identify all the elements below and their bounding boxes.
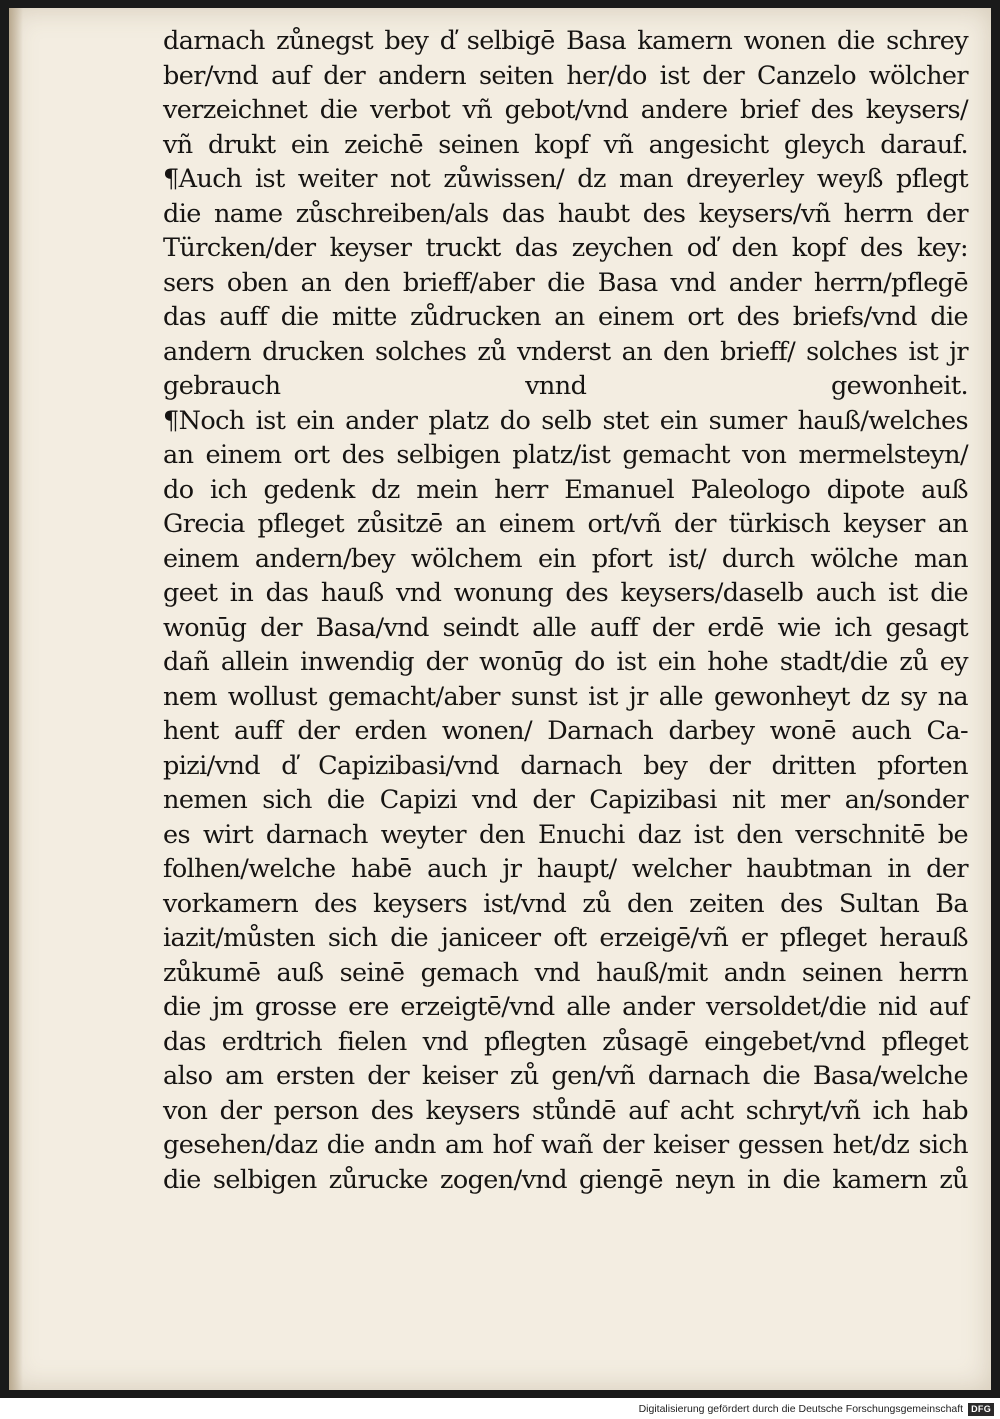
text-line: dañ allein inwendig der wonūg do ist ein hohe stadt/die zů ey [163,647,968,677]
text-line: gebrauch vnnd gewonheit. [163,371,968,401]
text-line: darnach zůnegst bey ď selbigē Basa kamern wonen die schrey [163,26,968,56]
footer-credit: Digitalisierung gefördert durch die Deutsche Forschungsgemeinschaft [638,1403,964,1415]
text-line: zůkumē auß seinē gemach vnd hauß/mit andn seinen herrn [163,957,968,988]
text-line: ¶Noch ist ein ander platz do selb stet ein sumer hauß/welches [163,405,968,436]
text-line: ber/vnd auf der andern seiten her/do ist der Canzelo wölcher [163,60,968,91]
text-line: iazit/můsten sich die janiceer oft erzeigē/vñ er pfleget herauß [163,923,968,953]
text-line: gesehen/daz die andn am hof wañ der keiser gessen het/dz sich [163,1130,968,1160]
text-line: vñ drukt ein zeichē seinen kopf vñ angesicht gleych darauf. [163,129,968,160]
text-line: also am ersten der keiser zů gen/vñ darnach die Basa/welche [163,1061,968,1091]
text-line: sers oben an den brieff/aber die Basa vnd ander herrn/pflegē [163,267,968,298]
text-line: von der person des keysers stůndē auf acht schryt/vñ ich hab [163,1095,968,1126]
text-line: ¶Auch ist weiter not zůwissen/ dz man dreyerley weyß pflegt [163,164,968,194]
text-line: folhen/welche habē auch jr haupt/ welcher haubtman in der [163,854,968,884]
dfg-logo: DFG [968,1403,994,1416]
text-line: das auff die mitte zůdrucken an einem ort des briefs/vnd die [163,302,968,332]
text-line: die name zůschreiben/als das haubt des keysers/vñ herrn der [163,198,968,229]
text-line: hent auff der erden wonen/ Darnach darbey wonē auch Ca- [163,716,968,746]
text-line: an einem ort des selbigen platz/ist gemacht von mermelsteyn/ [163,440,968,470]
text-line: Grecia pfleget zůsitzē an einem ort/vñ der türkisch keyser an [163,509,968,539]
text-line: pizi/vnd ď Capizibasi/vnd darnach bey der dritten pforten [163,750,968,781]
text-line: einem andern/bey wölchem ein pfort ist/ durch wölche man [163,543,968,574]
page-binding-shadow [9,8,23,1390]
text-line: verzeichnet die verbot vñ gebot/vnd andere brief des keysers/ [163,95,968,125]
text-line: die jm grosse ere erzeigtē/vnd alle ander versoldet/die nid auf [163,992,968,1022]
book-page [9,8,991,1390]
text-line: nem wollust gemacht/aber sunst ist jr alle gewonheyt dz sy na [163,681,968,712]
text-line: Türcken/der keyser truckt das zeychen oď den kopf des key: [163,233,968,263]
text-line: andern drucken solches zů vnderst an den brieff/ solches ist jr [163,336,968,367]
text-line: nemen sich die Capizi vnd der Capizibasi nit mer an/sonder [163,785,968,815]
digitization-footer [639,1401,994,1417]
text-line: do ich gedenk dz mein herr Emanuel Paleologo dipote auß [163,474,968,505]
text-line: es wirt darnach weyter den Enuchi daz ist den verschnitē be [163,819,968,850]
page-text-block [163,24,968,1197]
text-line: das erdtrich fielen vnd pflegten zůsagē eingebet/vnd pfleget [163,1026,968,1057]
text-line: geet in das hauß vnd wonung des keysers/daselb auch ist die [163,578,968,608]
text-line: die selbigen zůrucke zogen/vnd giengē neyn in die kamern zů [163,1164,968,1195]
text-line: wonūg der Basa/vnd seindt alle auff der erdē wie ich gesagt [163,612,968,643]
text-line: vorkamern des keysers ist/vnd zů den zeiten des Sultan Ba [163,888,968,919]
